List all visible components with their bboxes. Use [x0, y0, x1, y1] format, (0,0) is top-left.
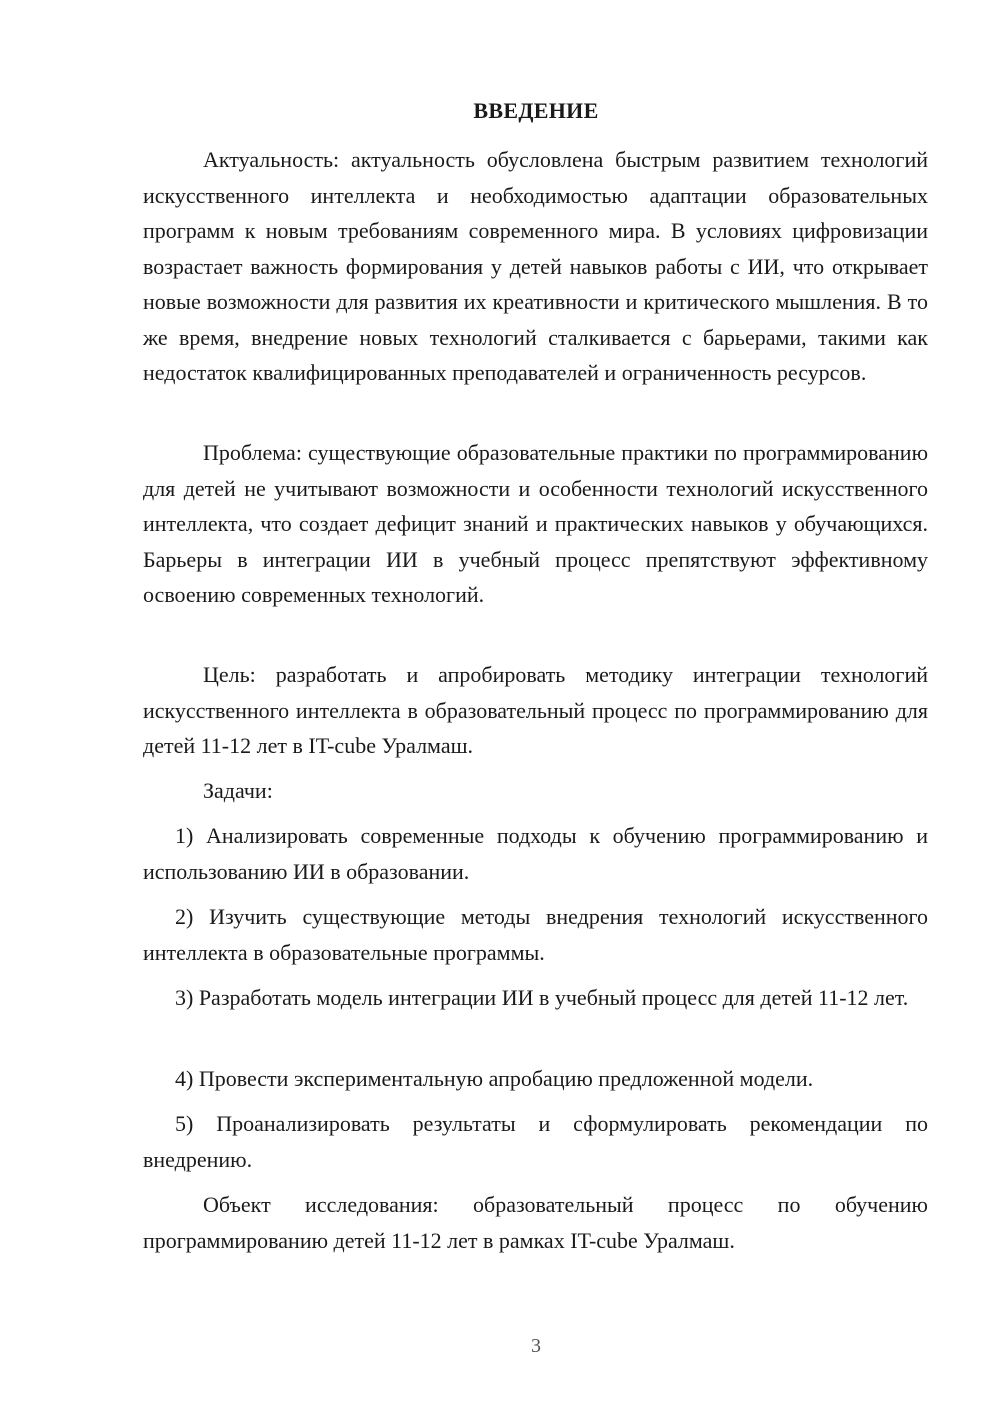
- task-item-3: 3) Разработать модель интеграции ИИ в учебный процесс для детей 11-12 лет.: [175, 985, 909, 1010]
- task-item-2: 2) Изучить существующие методы внедрения технологий искусственного интеллекта в образовательные программы.: [143, 904, 928, 965]
- paragraph-goal: Цель: разработать и апробировать методику интеграции технологий искусственного интеллекта в образовательный процесс по программированию для детей 11-12 лет в IT-cube Уралмаш.: [143, 662, 928, 758]
- paragraph-tasks-heading: Задачи:: [203, 778, 273, 803]
- paragraph-relevance: Актуальность: актуальность обусловлена быстрым развитием технологий искусственного интеллекта и необходимостью адаптации образовательных программ к новым требованиям современного мира. В условиях цифровизации возрастает важность формирования у детей навыков работы с ИИ, что открывает новые возможности для развития их креативности и критического мышления. В то же время, внедрение новых технологий сталкивается с барьерами, такими как недостаток квалифицированных преподавателей и ограниченность ресурсов.: [143, 147, 928, 385]
- paragraph-research-object: Объект исследования: образовательный процесс по обучению программированию детей 11-12 лет в рамках IT-cube Уралмаш.: [143, 1192, 928, 1253]
- section-title: ВВЕДЕНИЕ: [473, 98, 599, 123]
- paragraph-problem: Проблема: существующие образовательные практики по программированию для детей не учитывают возможности и особенности технологий искусственного интеллекта, что создает дефицит знаний и практических навыков у обучающихся. Барьеры в интеграции ИИ в учебный процесс препятствуют эффективному освоению современных технологий.: [143, 440, 928, 607]
- task-item-1: 1) Анализировать современные подходы к обучению программированию и использованию ИИ в образовании.: [143, 823, 928, 884]
- task-item-5: 5) Проанализировать результаты и сформулировать рекомендации по внедрению.: [143, 1111, 928, 1172]
- page-number: 3: [531, 1335, 541, 1357]
- task-item-4: 4) Провести экспериментальную апробацию предложенной модели.: [175, 1066, 814, 1091]
